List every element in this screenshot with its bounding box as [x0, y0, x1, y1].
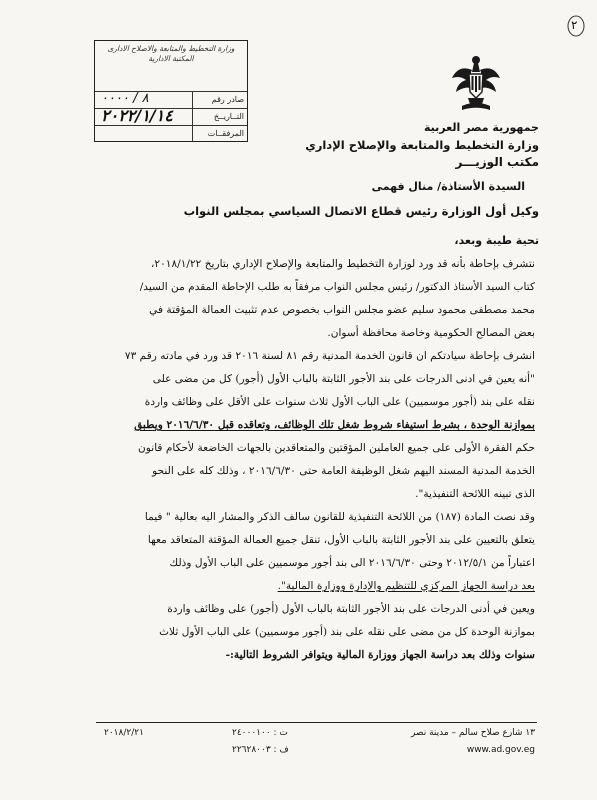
addressee-name: السيدة الأستاذة/ منال فهمى	[371, 180, 525, 193]
greeting: تحية طيبة وبعد،	[454, 234, 539, 247]
stamp-row-attachments	[95, 125, 247, 143]
header-country: جمهورية مصر العربية	[424, 121, 539, 134]
body-line: بعد دراسة الجهاز المركزي للتنظيم والإدارة ووزارة المالية".	[277, 580, 535, 592]
addressee-title: وكيل أول الوزارة رئيس قطاع الاتصال السياسي بمجلس النواب	[183, 204, 539, 218]
stamp-label: التــاريــخ	[213, 112, 244, 121]
page-number: ٢	[571, 18, 578, 32]
stamp-label: صادر رقم	[211, 95, 244, 104]
body-line-emphasis: بموازنة الوحدة ، بشرط استيفاء شروط شغل تلك الوظائف، وتعاقده قبل ٢٠١٦/٦/٣٠ ويطبق	[134, 419, 535, 431]
footer-date: ٢٠١٨/٢/٢١	[104, 728, 144, 738]
body-line: حكم الفقرة الأولى على جميع العاملين المؤقتين والمتعاقدين بالجهات الخاضعة لأحكام قانون	[138, 442, 535, 454]
body-line: اعتباراً من ٢٠١٢/٥/١ وحتى ٢٠١٦/٦/٣٠ الى بند أجور موسميين على الباب الأول وذلك	[169, 557, 535, 569]
stamp-header: وزارة التخطيط والمتابعة والاصلاح الادارى المكتبة الادارية	[107, 44, 235, 63]
body-line: ويعين في أدنى الدرجات على بند الأجور الثابتة بالباب الأول (أجور) على وظائف واردة	[167, 603, 535, 615]
header-office: مكتب الوزيـــر	[455, 155, 539, 169]
page-number-mark	[566, 14, 586, 38]
stamp-value: ٢٠٢٢/١/١٤	[101, 106, 173, 125]
body-line: يتعلق بالتعيين على بند الأجور الثابتة بالباب الأول، تنقل جميع العمالة المؤقتة المتعاقد معها	[147, 534, 535, 546]
footer-website: www.ad.gov.eg	[466, 745, 535, 755]
stamp-row-date	[95, 108, 247, 126]
body-line: سنوات وذلك بعد دراسة الجهاز ووزارة المالية ويتوافر الشروط التالية:-	[225, 649, 535, 661]
body-line: نتشرف بإحاطة بأنه قد ورد لوزارة التخطيط والمتابعة والإصلاح الإداري بتاريخ ٢٠١٨/١/٢٢،	[150, 258, 535, 270]
incoming-stamp	[94, 40, 248, 142]
egypt-eagle-emblem-icon	[450, 52, 502, 114]
body-line: انشرف بإحاطة سيادتكم ان قانون الخدمة المدنية رقم ٨١ لسنة ٢٠١٦ قد ورد في مادته رقم ٧٣	[124, 350, 535, 362]
body-line: وقد نصت المادة (١٨٧) من اللائحة التنفيذية للقانون سالف الذكر والمشار اليه بعالية " فيما	[144, 511, 535, 523]
body-line: بموازنة الوحدة كل من مضى على نقله على بند (أجور موسميين) على الباب الأول ثلاث	[159, 626, 535, 638]
body-line: الخدمة المدنية المسند اليهم شغل الوظيفة العامة حتى ٢٠١٦/٦/٣٠ ، وذلك كله على النحو	[152, 465, 535, 477]
body-line: كتاب السيد الأستاذ الدكتور/ رئيس مجلس النواب مرفقاً به طلب الإحاطة المقدم من السيد/	[139, 281, 535, 293]
body-line: بعض المصالح الحكومية وخاصة محافظة أسوان.	[327, 327, 535, 339]
stamp-label: المرفقــات	[207, 129, 244, 138]
footer-phone: ت : ٢٤٠٠٠١٠٠	[232, 728, 288, 738]
header-ministry: وزارة التخطيط والمتابعة والإصلاح الإداري	[305, 138, 539, 152]
body-line: الذى تبينه اللائحة التنفيذية".	[415, 488, 535, 500]
footer-divider	[96, 722, 537, 723]
stamp-divider	[192, 91, 193, 141]
footer-fax: ف : ٢٢٦٢٨٠٠٣	[232, 745, 289, 755]
body-line: "أنه يعين في ادنى الدرجات على بند الأجور الثابتة بالباب الأول (أجور) كل من مضى على	[152, 373, 535, 385]
body-line: محمد مصطفى محمود سليم عضو مجلس النواب بخصوص عدم تثبيت العمالة المؤقتة في	[149, 304, 535, 316]
footer-address: ١٣ شارع صلاح سالم – مدينة نصر	[410, 728, 535, 738]
stamp-value: ٨ / ٠٠٠٠	[101, 91, 149, 106]
body-line: نقله على بند (أجور موسميين) على الباب الأول ثلاث سنوات على الأقل على وظائف واردة	[144, 396, 535, 408]
